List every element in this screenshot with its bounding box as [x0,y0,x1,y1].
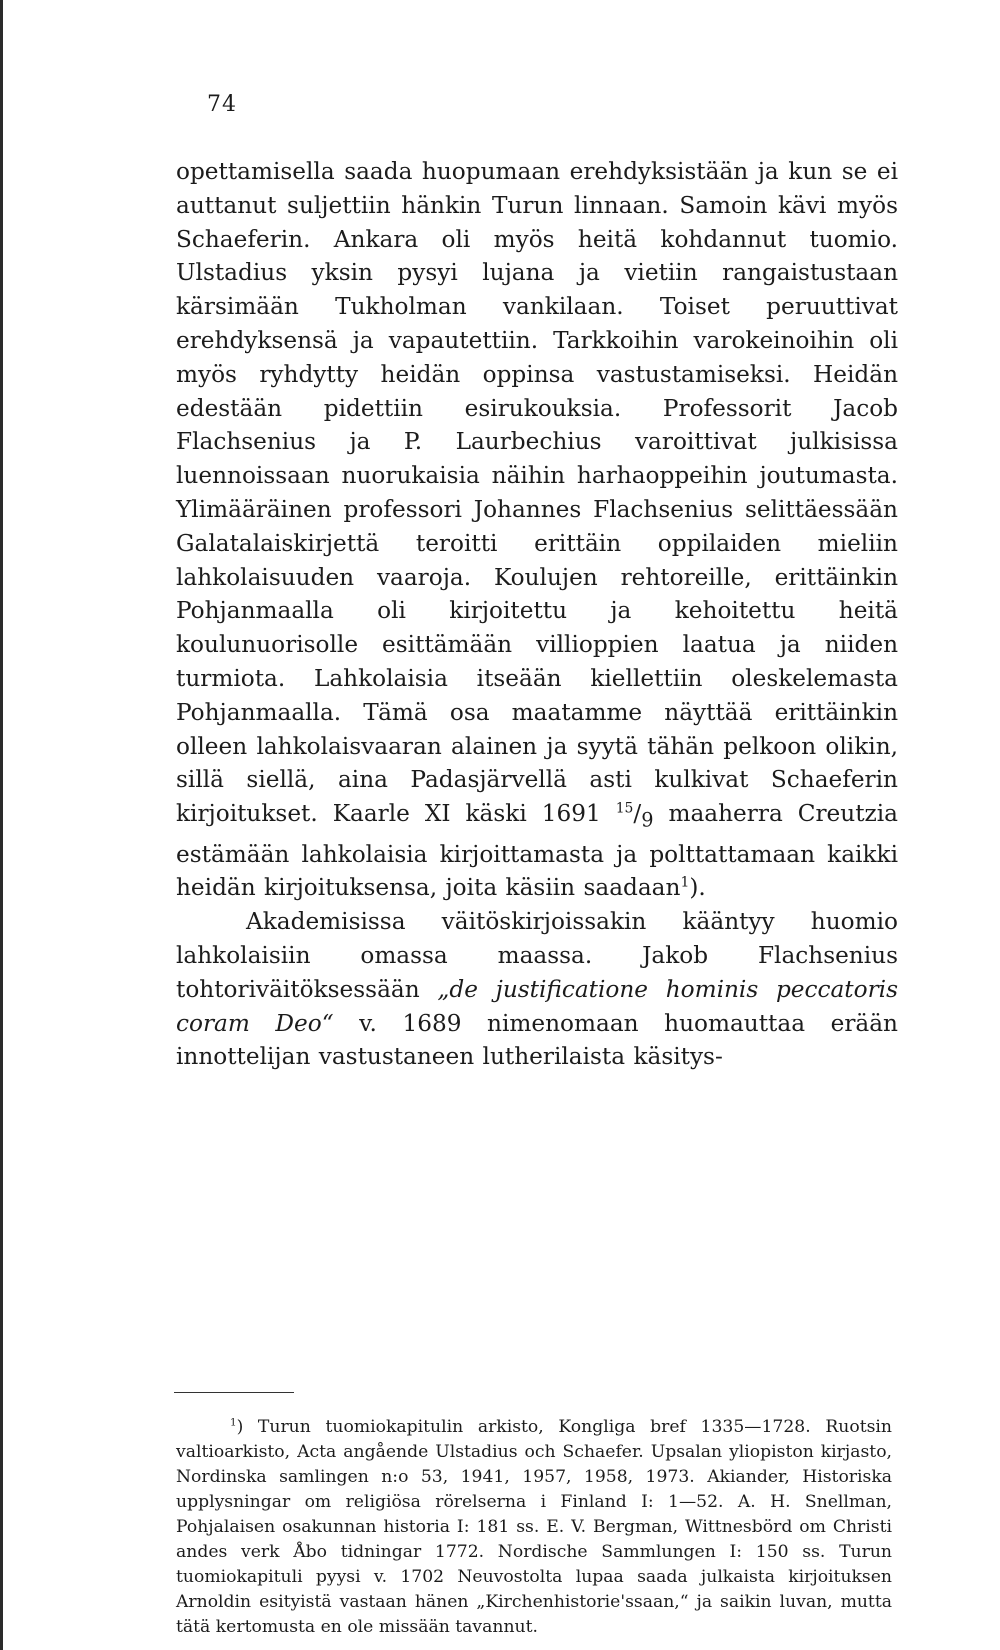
page-edge [0,0,3,1650]
date-day: 15 [615,800,634,817]
text-segment: maaherra Creutzia estämään lahkolaisia kirjoittamasta ja polttattamaan kaikki heidän kirjoituksensa, joita käsiin saadaan [176,800,898,902]
paragraph-2 [176,905,898,1074]
paragraph-1 [176,155,898,905]
footnote-text: ) Turun tuomiokapitulin arkisto, Kongliga bref 1335—1728. Ruotsin valtioarkisto, Acta angående Ulstadius och Schaefer. Upsalan yliopiston kirjasto, Nordinska samlingen n:o 53, 1941, 1957, 1958, 1973. Akiander, Historiska upplysningar om religiösa rörelserna i Finland I: 1—52. A. H. Snellman, Pohjalaisen osakunnan historia I: 181 ss. E. V. Bergman, Wittnesbörd om Christi andes verk Åbo tidningar 1772. Nordische Sammlungen I: 150 ss. Turun tuomiokapituli pyysi v. 1702 Neuvostolta lupaa saada julkaista kirjoituksen Arnoldin esityistä vastaan hänen „Kirchenhistorie'ssaan,“ ja saikin luvan, mutta tätä kertomusta en ole missään tavannut. [176,1417,892,1637]
footnote-divider [174,1392,294,1393]
footnote-marker: 1 [230,1416,237,1429]
text-segment: Akademisissa väitöskirjoissakin kääntyy huomio lahkolaisiin omassa maassa. Jakob Flachsenius tohtoriväitöksessään [176,908,898,1003]
footnotes [176,1415,892,1640]
text-segment: ). [689,874,706,902]
footnote-reference: 1 [680,874,690,891]
body-text [176,155,898,1074]
page-number: 74 [207,92,237,117]
latin-title: „de justificatione hominis peccatoris coram Deo“ [176,975,898,1037]
date-month: 9 [641,808,654,832]
text-segment: opettamisella saada huopumaan erehdyksistään ja kun se ei auttanut suljettiin hänkin Turun linnaan. Samoin kävi myös Schaeferin. Ankara oli myös heitä kohdannut tuomio. Ulstadius yksin pysyi lujana ja vietiin rangaistustaan kärsimään Tukholman vankilaan. Toiset peruuttivat erehdyksensä ja vapautettiin. Tarkkoihin varokeinoihin oli myös ryhdytty heidän oppinsa vastustamiseksi. Heidän edestään pidettiin esirukouksia. Professorit Jacob Flachsenius ja P. Laurbechius varoittivat julkisissa luennoissaan nuorukaisia näihin harhaoppeihin joutumasta. Ylimääräinen professori Johannes Flachsenius selittäessään Galatalaiskirjettä teroitti erittäin oppilaiden mieliin lahkolaisuuden vaaroja. Koulujen rehtoreille, erittäinkin Pohjanmaalla oli kirjoitettu ja kehoitettu heitä koulunuorisolle esittämään villioppien laatua ja niiden turmiota. Lahkolaisia itseään kiellettiin oleskelemasta Pohjanmaalla. Tämä osa maatamme näyttää erittäinkin olleen lahkolaisvaaran alainen ja syytä tähän pelkoon olikin, sillä siellä, aina Padasjärvellä asti kulkivat Schaeferin kirjoitukset. Kaarle XI käski 1691 [176,158,898,828]
footnote [176,1415,892,1640]
date-slash: / [633,800,642,828]
text-segment: v. 1689 nimenomaan huomauttaa erään innottelijan vastustaneen lutherilaista käsitys- [176,1009,898,1071]
